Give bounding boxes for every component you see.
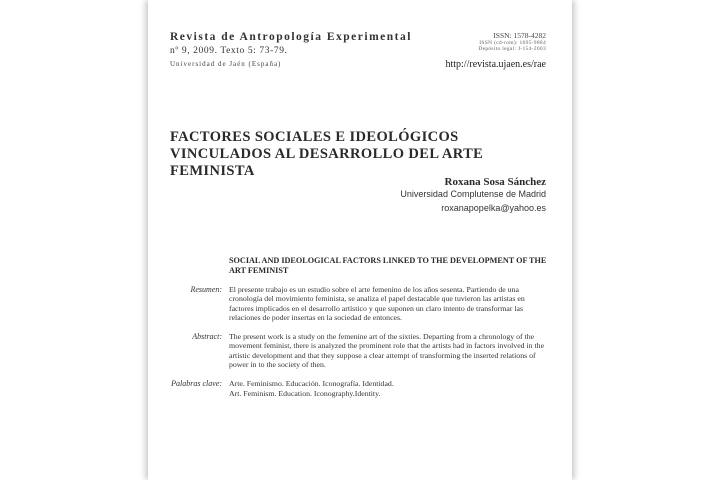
issn-cd-rom: ISSN (cd-rom): 1695-9884 — [479, 40, 546, 46]
author-affiliation: Universidad Complutense de Madrid — [400, 189, 546, 199]
document-page — [148, 0, 572, 480]
journal-issue: nº 9, 2009. Texto 5: 73-79. — [170, 46, 288, 56]
abstract-label: Abstract: — [192, 332, 222, 341]
journal-identifiers — [445, 31, 546, 70]
keywords-label: Palabras clave: — [171, 379, 222, 388]
journal-header — [170, 31, 412, 68]
journal-university: Universidad de Jaén (España) — [170, 60, 282, 68]
keywords-en: Art. Feminism. Education. Iconography.Identity. — [229, 389, 381, 398]
article-title: FACTORES SOCIALES E IDEOLÓGICOS VINCULADOS AL DESARROLLO DEL ARTE FEMINISTA — [170, 129, 484, 179]
resumen-text: El presente trabajo es un estudio sobre el arte femenino de los años sesenta. Partiendo de una cronología del movimiento feminista, se analiza el papel destacable que tuvieron las artistas en factores implicados en el desarrollo artístico y que suponen un claro intento de transformar las relaciones de poder insertas en la sociedad de entonces. — [229, 285, 525, 322]
abstract-text: The present work is a study on the femenine art of the sixties. Departing from a chronology of the movement feminist, there is analyzed the prominent role that the artists had in factors involved in the artistic development and that they suppose a clear attempt of transforming the inserted relations of power in to the society of then. — [229, 332, 545, 369]
journal-name: Revista de Antropología Experimental — [170, 31, 412, 43]
author-block — [400, 176, 546, 213]
deposito-legal: Depósito legal: J-154-2003 — [478, 46, 546, 52]
english-title: SOCIAL AND IDEOLOGICAL FACTORS LINKED TO THE DEVELOPMENT OF THE ART FEMINIST — [229, 256, 547, 275]
issn: ISSN: 1578-4282 — [493, 31, 546, 40]
keywords-es: Arte. Feminismo. Educación. Iconografía. Identidad. — [229, 379, 394, 388]
resumen-label: Resumen: — [190, 285, 222, 294]
author-email[interactable]: roxanapopelka@yahoo.es — [441, 203, 546, 213]
journal-url[interactable]: http://revista.ujaen.es/rae — [445, 59, 546, 70]
author-name: Roxana Sosa Sánchez — [444, 176, 546, 188]
